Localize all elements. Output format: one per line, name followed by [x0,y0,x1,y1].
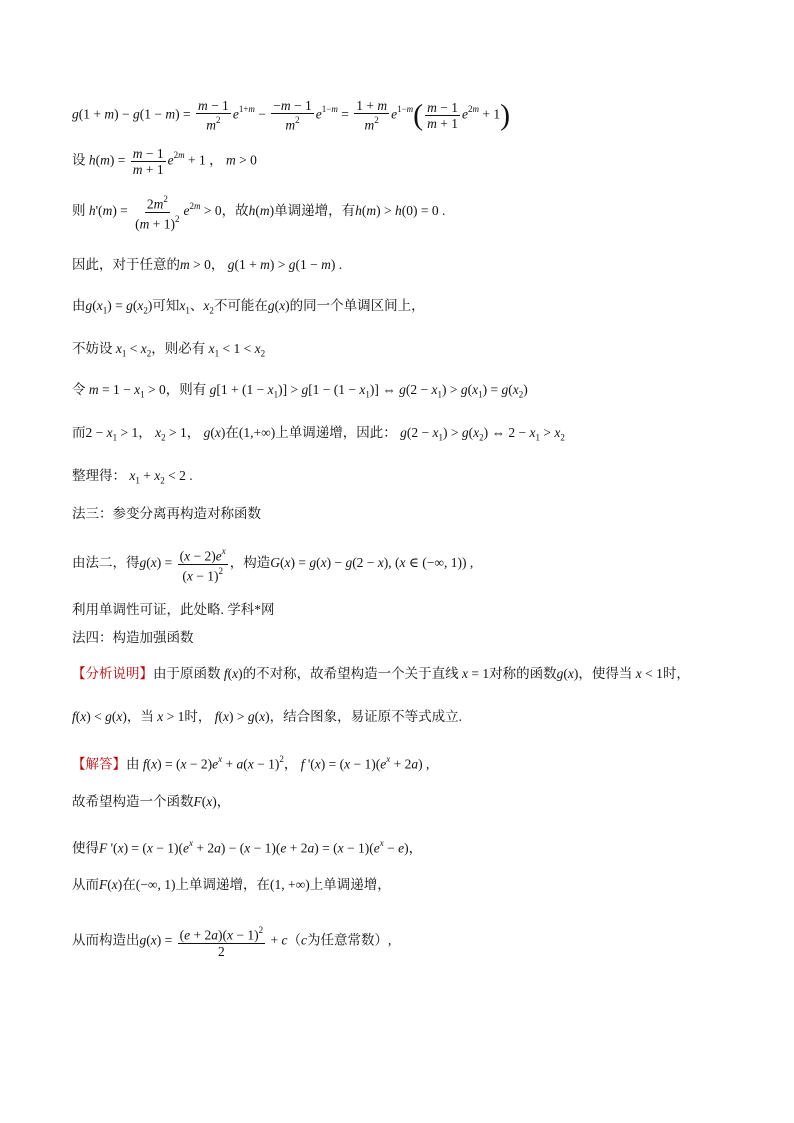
construct-F-line: 故希望构造一个函数F(x)， [72,794,231,809]
text: ， [138,425,152,440]
text: 故希望构造一个函数 [72,794,194,809]
x1-x2-line: 由$g(x_1) = g(x_2)$可知$x_1$、$x_2$不可能在g(x)的同一个单调区间上， [72,298,425,316]
text: ，当 [126,709,154,724]
text: 时， [184,709,212,724]
text: ，则有 [165,382,207,397]
text: ，使得当 [578,666,633,681]
text: 在 [225,425,239,440]
analysis-line: 【分析说明】由于原函数 f(x)的不对称，故希望构造一个关于直线 x = 1对称的函数g(x)，使得当 x < 1时， [72,666,690,681]
text: ， [408,840,423,856]
solution-line: 【解答】由 $f(x) = (x - 2)e^x + a(x - 1)^2$， f '$(x) = (x - 1)(e^x + 2a)$ , [72,754,430,772]
equation-g-difference: g(1 + m) − g(1 − m) = $\frac{m - 1}{m^2}$ $e^{1+m}$ − $\frac{-m - 1}{m^2}$ $e^{1-m}$ = $\frac{1 + m}{m^2}$ $e^{1-m}$( $\frac{m - 1}{m + 1}$ $e^{2m} + 1$) [72,98,511,133]
monotone-line: 而$2 - x_1 > 1$， $x_2 > 1$， g(x)在(1,+∞)上单调递增，因此： $g(2 - x_1) > g(x_2)$ ⇔ $2 - x_1 > x_2$ [72,425,565,443]
text: 可知 [152,298,180,313]
text: 上单调递增， [309,877,391,892]
define-h-line: 设 h(m) = $\frac{m - 1}{m + 1}$ $e^{2m} + 1$ ， m > 0 [72,146,257,177]
text: ， [186,425,201,440]
assume-line: 不妨设 $x_1 < x_2$，则必有 $x_1 < 1 < x_2$ [72,341,266,359]
text: 从而 [72,877,99,892]
text: （ [287,932,301,948]
F-monotone-line: 从而F(x)在(−∞, 1)上单调递增，在(1, +∞)上单调递增， [72,877,391,892]
analysis-tag: 【分析说明】 [72,666,153,681]
derivative-h-line: 则 h'(m) = $\frac{2m^2}{(m + 1)^2}$ $e^{2m} > 0$，故h(m)单调递增，有h(m) > h(0) = 0 . [72,194,446,231]
text: ，构造 [229,555,271,571]
text: 时， [662,666,690,681]
substitute-line: 令 $m = 1 - x_1 > 0$，则有 $g[1 + (1 - x_1)] > g[1 - (1 - x_1)]$ ⇔ $g(2 - x_1) > g(x_1) = g(x_2)$ [72,382,528,400]
text: 使得 [72,840,99,856]
text: 的不对称，故希望构造一个关于直线 [242,666,459,681]
text: 为任意常数）, [306,932,392,948]
F-derivative-line: 使得F '$(x) = (x - 1)(e^x + 2a) - (x - 1)(e + 2a) = (x - 1)(e^x - e)$， [72,838,423,856]
text: ， [216,794,231,809]
method-three-construct: 由法二，得g(x) = $\frac{(x - 2)e^x}{(x - 1)^2}$ ，构造G(x) = g(x) − g(2 − x), (x ∈ (−∞, 1)) , [72,546,474,583]
text: ，故 [221,203,249,219]
method-three-heading: 法三：参变分离再构造对称函数 [72,506,261,521]
text: 整理得： [72,468,126,483]
text: 而 [72,425,86,440]
text: 上单调递增，因此： [275,425,397,440]
construct-g-line: 从而构造出g(x) = $\frac{(e + 2a)(x - 1)^2}{2}$ + c（c为任意常数）, [72,925,392,959]
text: 、 [189,298,204,313]
analysis-line-2: f(x) < g(x)，当 x > 1时， f(x) > g(x)，结合图象，易证原不等式成立. [72,709,462,724]
text: ， [283,756,298,772]
text: 的同一个单调区间上， [289,298,425,313]
text: 上单调递增，在 [175,877,270,892]
text: 令 [72,382,86,397]
text: 由 [126,756,140,772]
text: 不妨设 [72,341,113,356]
result-line: 整理得： $x_1 + x_2 < 2$ . [72,468,193,486]
then-prefix: 则 [72,203,86,219]
text: 因此，对于任意的 [72,257,180,272]
define-prefix: 设 [72,152,86,168]
text: ，则必有 [151,341,206,356]
text: 由 [72,298,86,313]
text: 不可能在 [213,298,268,313]
text: 在 [122,877,136,892]
conclusion-line: 因此，对于任意的m > 0， g(1 + m) > g(1 − m) . [72,257,343,272]
text: 从而构造出 [72,932,140,948]
text: 单调递增，有 [274,203,356,219]
text: 由于原函数 [153,666,221,681]
text: ， [210,257,225,272]
method-four-heading: 法四：构造加强函数 [72,630,194,645]
text: 由法二，得 [72,555,140,571]
omitted-proof-line: 利用单调性可证，此处略. 学科*网 [72,602,275,617]
solution-tag: 【解答】 [72,756,126,772]
text: ，结合图象，易证原不等式成立. [269,709,462,724]
text: 对称的函数 [489,666,557,681]
